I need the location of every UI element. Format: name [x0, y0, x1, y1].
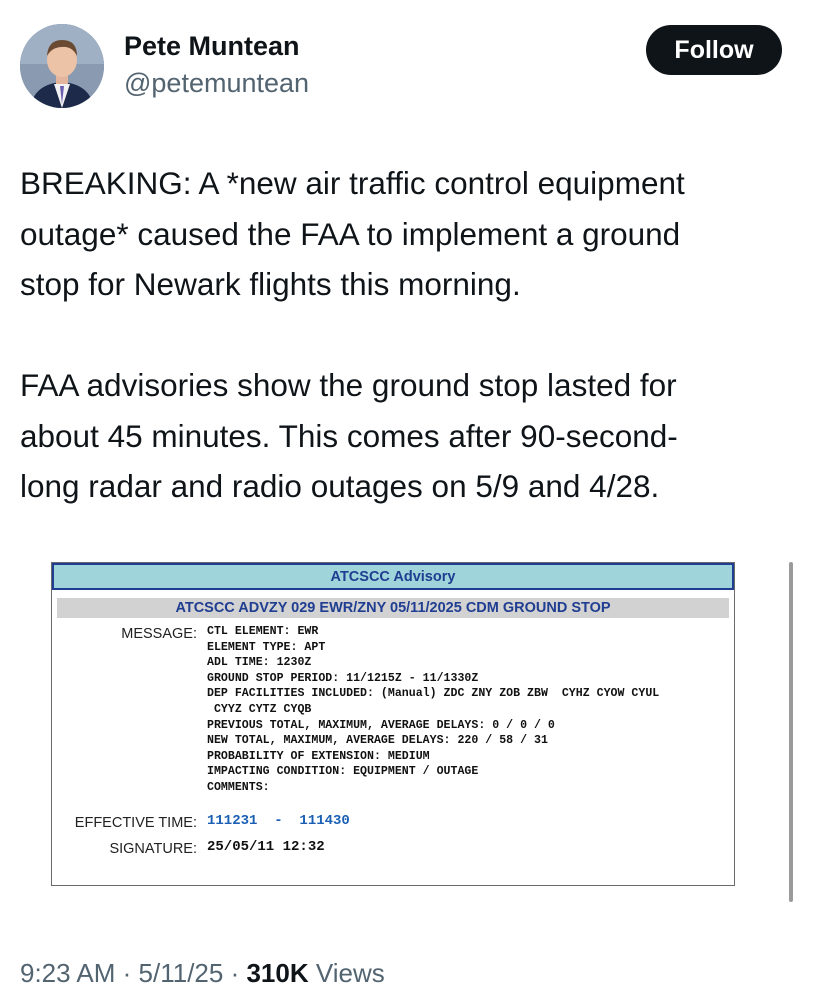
message-line: ADL TIME: 1230Z: [207, 656, 312, 670]
advisory-header: ATCSCC Advisory: [52, 563, 734, 590]
author-handle[interactable]: @petemuntean: [124, 68, 310, 98]
tweet-meta: [20, 958, 385, 989]
message-line: COMMENTS:: [207, 780, 270, 794]
scrollbar[interactable]: [789, 562, 793, 902]
message-line: IMPACTING CONDITION: EQUIPMENT / OUTAGE: [207, 765, 479, 779]
tweet-text: [20, 158, 780, 512]
message-label: MESSAGE:: [121, 626, 197, 642]
follow-button[interactable]: Follow: [646, 25, 782, 75]
tweet-line-break: [20, 310, 780, 361]
tweet-line: stop for Newark flights this morning.: [20, 266, 521, 302]
message-line: PREVIOUS TOTAL, MAXIMUM, AVERAGE DELAYS: 0 / 0 / 0: [207, 718, 555, 732]
signature-value: 25/05/11 12:32: [207, 839, 325, 855]
message-line: NEW TOTAL, MAXIMUM, AVERAGE DELAYS: 220 / 58 / 31: [207, 734, 548, 748]
tweet-line: about 45 minutes. This comes after 90-second-: [20, 417, 678, 454]
message-body: [207, 624, 659, 796]
tweet-line: outage* caused the FAA to implement a ground: [20, 215, 681, 252]
author-name[interactable]: Pete Muntean: [124, 31, 300, 61]
tweet-line: FAA advisories show the ground stop lasted for: [20, 367, 677, 403]
views-count: 310K: [246, 958, 309, 988]
meta-separator: ·: [115, 958, 139, 988]
message-line: PROBABILITY OF EXTENSION: MEDIUM: [207, 749, 430, 763]
message-line: CYYZ CYTZ CYQB: [207, 702, 312, 716]
effective-time-value: 111231 - 111430: [207, 813, 350, 829]
tweet-line: BREAKING: A *new air traffic control equipment: [20, 165, 685, 201]
advisory-image[interactable]: [51, 562, 735, 886]
tweet-line: long radar and radio outages on 5/9 and 4/28.: [20, 468, 660, 504]
message-line: DEP FACILITIES INCLUDED: (Manual) ZDC ZNY ZOB ZBW CYHZ CYOW CYUL: [207, 687, 660, 701]
effective-time-label: EFFECTIVE TIME:: [74, 815, 197, 831]
message-line: CTL ELEMENT: EWR: [207, 625, 319, 638]
message-line: ELEMENT TYPE: APT: [207, 640, 326, 654]
views-label: Views: [308, 958, 385, 988]
avatar-photo: [20, 24, 104, 108]
signature-label: SIGNATURE:: [109, 841, 197, 857]
avatar[interactable]: [20, 24, 104, 108]
advisory-subheader: ATCSCC ADVZY 029 EWR/ZNY 05/11/2025 CDM GROUND STOP: [57, 598, 729, 618]
message-line: GROUND STOP PERIOD: 11/1215Z - 11/1330Z: [207, 671, 479, 685]
tweet-time[interactable]: 9:23 AM: [20, 958, 116, 988]
tweet-date[interactable]: 5/11/25: [138, 958, 224, 988]
meta-separator: ·: [223, 958, 247, 988]
